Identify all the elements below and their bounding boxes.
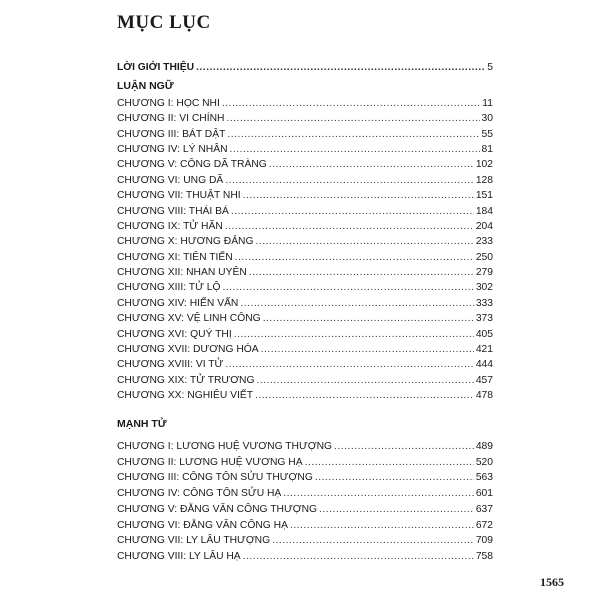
- toc-entry: [117, 534, 493, 548]
- entry-page: 302: [475, 282, 493, 294]
- entry-label: CHƯƠNG IX: TỬ HÃN: [117, 220, 223, 232]
- dot-leader: [261, 343, 474, 357]
- toc-entry: [117, 251, 493, 265]
- entry-label: CHƯƠNG XVII: DƯƠNG HÓA: [117, 343, 259, 355]
- dot-leader: [256, 235, 474, 249]
- entry-page: 672: [475, 519, 493, 531]
- entry-page: 279: [475, 267, 493, 279]
- dot-leader: [222, 281, 473, 295]
- toc-entry: [117, 358, 493, 372]
- toc-entry: [117, 128, 493, 142]
- dot-leader: [234, 328, 474, 342]
- entry-page: 333: [475, 297, 493, 309]
- toc-entry: [117, 205, 493, 219]
- toc-entry: [117, 456, 493, 470]
- entry-label: CHƯƠNG X: HƯƠNG ĐẢNG: [117, 236, 254, 248]
- entry-label: CHƯƠNG III: BÁT DẬT: [117, 128, 226, 140]
- toc-entry: [117, 143, 493, 157]
- entry-label: CHƯƠNG VI: UNG DÃ: [117, 174, 224, 186]
- dot-leader: [249, 266, 474, 280]
- entry-label: CHƯƠNG I: HỌC NHI: [117, 98, 220, 109]
- entry-label: CHƯƠNG VII: LY LÂU THƯỢNG: [117, 535, 271, 547]
- entry-page: 601: [475, 488, 493, 500]
- dot-leader: [290, 519, 474, 533]
- entry-page: 457: [475, 374, 493, 386]
- entry-label: CHƯƠNG VIII: THÁI BÁ: [117, 205, 229, 217]
- dot-leader: [319, 503, 474, 517]
- entry-page: 5: [487, 62, 493, 73]
- entry-page: 421: [475, 343, 493, 355]
- entry-label: CHƯƠNG XVIII: VI TỬ: [117, 359, 224, 371]
- toc-entry: [117, 297, 493, 311]
- entry-page: 250: [475, 251, 493, 263]
- toc-entry-intro: [117, 61, 493, 75]
- toc-entry: [117, 328, 493, 342]
- entry-label: CHƯƠNG XIII: TỬ LỘ: [117, 282, 221, 294]
- entry-page: 478: [475, 390, 493, 402]
- toc-entry: [117, 389, 493, 403]
- toc-entry: [117, 374, 493, 388]
- dot-leader: [305, 456, 474, 470]
- entry-label: CHƯƠNG I: LƯƠNG HUỆ VƯƠNG THƯỢNG: [117, 441, 333, 452]
- entry-page: 151: [475, 190, 493, 202]
- page-title: MỤC LỤC: [117, 12, 211, 33]
- entry-page: 81: [481, 144, 493, 156]
- entry-label: CHƯƠNG XVI: QUÝ THỊ: [117, 328, 232, 340]
- entry-page: 102: [475, 159, 493, 171]
- entry-page: 204: [475, 220, 493, 232]
- entry-label: CHƯƠNG V: ĐẰNG VĂN CÔNG THƯỢNG: [117, 503, 318, 515]
- toc-entry: [117, 440, 493, 454]
- dot-leader: [231, 205, 474, 219]
- dot-leader: [240, 297, 473, 311]
- entry-page: 520: [475, 456, 493, 468]
- toc-entry: [117, 220, 493, 234]
- toc-entry: [117, 312, 493, 326]
- entry-label: CHƯƠNG II: VI CHÍNH: [117, 113, 225, 125]
- toc-entry: [117, 189, 493, 203]
- entry-label: CHƯƠNG XII: NHAN UYÊN: [117, 267, 247, 279]
- toc-entry: [117, 550, 493, 564]
- toc-entry: [117, 112, 493, 126]
- toc-entry: [117, 471, 493, 485]
- entry-label: CHƯƠNG XIV: HIẾN VẤN: [117, 297, 239, 309]
- toc-entry: [117, 519, 493, 533]
- dot-leader: [225, 220, 474, 234]
- toc-entry: [117, 343, 493, 357]
- toc-entry: [117, 235, 493, 249]
- toc-entry: [117, 174, 493, 188]
- section-heading: LUẬN NGỮ: [117, 80, 174, 92]
- dot-leader: [225, 174, 474, 188]
- entry-label: CHƯƠNG IV: LÝ NHÂN: [117, 144, 228, 156]
- dot-leader: [222, 97, 480, 111]
- dot-leader: [196, 61, 485, 75]
- toc-entry: [117, 266, 493, 280]
- entry-label: CHƯƠNG VIII: LY LÂU HẠ: [117, 550, 241, 562]
- entry-label: CHƯƠNG XX: NGHIÊU VIẾT: [117, 390, 254, 402]
- dot-leader: [269, 158, 474, 172]
- entry-page: 758: [475, 550, 493, 562]
- dot-leader: [225, 358, 473, 372]
- toc-entry: [117, 97, 493, 111]
- toc-entry: [117, 487, 493, 501]
- page-number: 1565: [540, 575, 564, 589]
- entry-page: 709: [475, 535, 493, 547]
- entry-label: CHƯƠNG VI: ĐẰNG VĂN CÔNG HẠ: [117, 519, 288, 531]
- entry-label: CHƯƠNG XI: TIÊN TIẾN: [117, 251, 233, 263]
- entry-page: 30: [481, 113, 493, 125]
- section-heading: MẠNH TỬ: [117, 418, 167, 430]
- entry-page: 637: [475, 503, 493, 515]
- entry-label: CHƯƠNG V: CÔNG DÃ TRÀNG: [117, 159, 267, 171]
- dot-leader: [315, 471, 474, 485]
- entry-page: 563: [475, 472, 493, 484]
- entry-page: 444: [475, 359, 493, 371]
- entry-label: CHƯƠNG VII: THUẬT NHI: [117, 190, 241, 202]
- entry-page: 489: [475, 441, 493, 452]
- dot-leader: [255, 389, 474, 403]
- entry-label: CHƯƠNG XV: VỆ LINH CÔNG: [117, 313, 261, 325]
- entry-label: CHƯƠNG XIX: TỬ TRƯƠNG: [117, 374, 255, 386]
- entry-label: CHƯƠNG III: CÔNG TÔN SỬU THƯỢNG: [117, 472, 313, 484]
- dot-leader: [272, 534, 474, 548]
- dot-leader: [243, 189, 474, 203]
- dot-leader: [226, 112, 479, 126]
- entry-label: CHƯƠNG IV: CÔNG TÔN SỬU HẠ: [117, 488, 282, 500]
- toc-entry: [117, 281, 493, 295]
- entry-page: 373: [475, 313, 493, 325]
- dot-leader: [257, 374, 474, 388]
- toc-entry: [117, 158, 493, 172]
- dot-leader: [230, 143, 480, 157]
- dot-leader: [263, 312, 474, 326]
- entry-page: 184: [475, 205, 493, 217]
- entry-page: 405: [475, 328, 493, 340]
- dot-leader: [334, 440, 474, 454]
- entry-label: LỜI GIỚI THIỆU: [117, 62, 195, 73]
- dot-leader: [243, 550, 474, 564]
- entry-page: 55: [481, 128, 493, 140]
- entry-page: 128: [475, 174, 493, 186]
- entry-page: 11: [482, 98, 493, 109]
- entry-label: CHƯƠNG II: LƯƠNG HUỆ VƯƠNG HẠ: [117, 456, 303, 468]
- dot-leader: [283, 487, 474, 501]
- dot-leader: [227, 128, 479, 142]
- toc-entry: [117, 503, 493, 517]
- dot-leader: [235, 251, 474, 265]
- entry-page: 233: [475, 236, 493, 248]
